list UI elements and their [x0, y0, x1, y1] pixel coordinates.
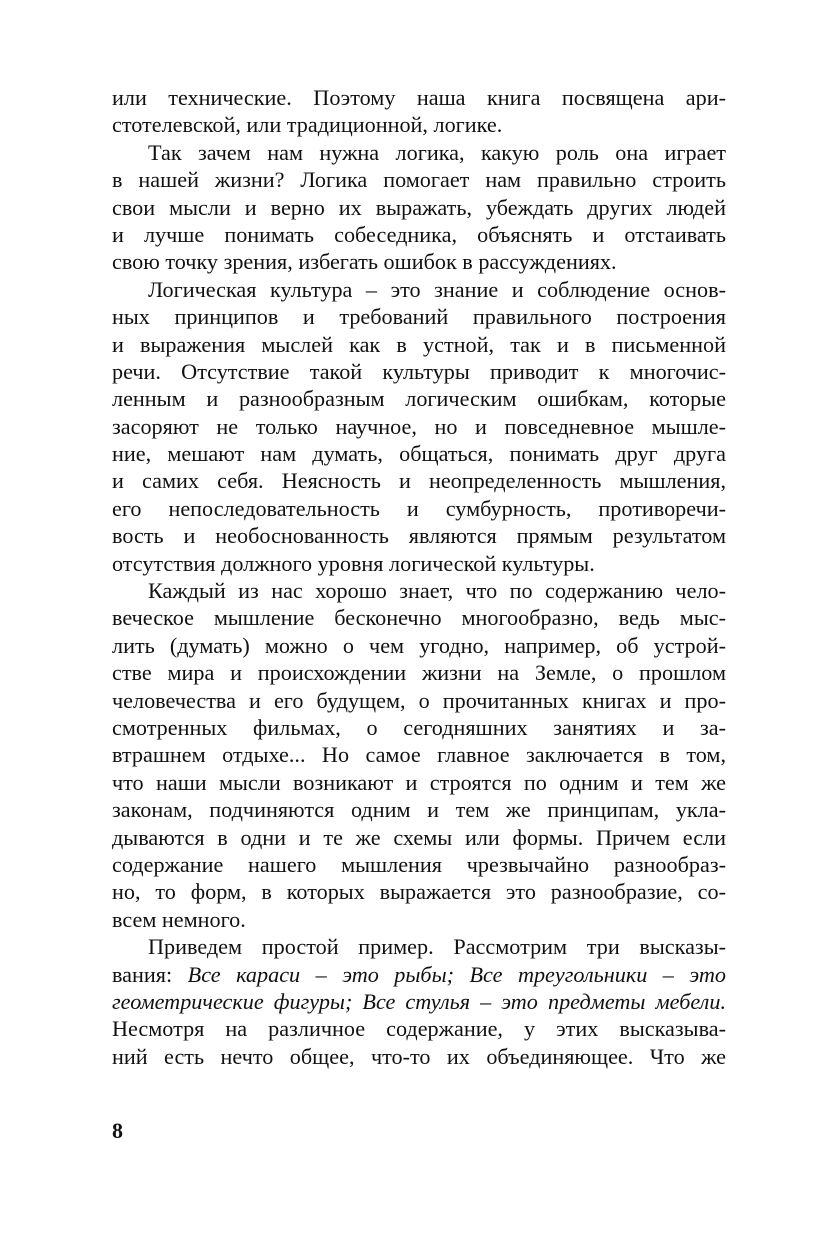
text-line: в нашей жизни? Логика помогает нам правильно строить	[112, 167, 726, 193]
paragraph	[112, 577, 726, 933]
text-line: или технические. Поэтому наша книга посвящена ари-	[112, 85, 726, 110]
text-line	[112, 961, 726, 988]
paragraph	[112, 276, 726, 577]
text-line: содержание нашего мышления чрезвычайно разнообраз-	[112, 851, 726, 877]
text-segment: вания:	[112, 961, 188, 987]
text-line: лить (думать) можно о чем угодно, например, об устрой-	[112, 632, 726, 658]
text-line: речи. Отсутствие такой культуры приводит к многочис-	[112, 358, 726, 384]
italic-example-text: Все караси – это рыбы; Все треугольники – это	[187, 961, 726, 987]
text-line: Несмотря на различное содержание, у этих высказыва-	[112, 1016, 726, 1042]
text-line: законам, подчиняются одним и тем же принципам, укла-	[112, 797, 726, 823]
text-line: веческое мышление бесконечно многообразно, ведь мыс-	[112, 605, 726, 631]
text-line: всем немного.	[112, 906, 246, 932]
text-line: свою точку зрения, избегать ошибок в рассуждениях.	[112, 249, 617, 275]
text-line: дываются в одни и те же схемы или формы. Причем если	[112, 824, 726, 850]
text-line: Логическая культура – это знание и соблюдение основ-	[148, 276, 726, 302]
text-line: стве мира и происхождении жизни на Земле, о прошлом	[112, 660, 726, 686]
text-line: ние, мешают нам думать, общаться, понимать друг друга	[112, 441, 726, 467]
italic-example-text: геометрические фигуры; Все стулья – это предметы мебели.	[112, 988, 726, 1014]
paragraph	[112, 139, 726, 276]
text-line: ных принципов и требований правильного построения	[112, 304, 726, 330]
text-line: и лучше понимать собеседника, объяснять и отстаивать	[112, 221, 726, 247]
text-line: и выражения мыслей как в устной, так и в письменной	[112, 331, 726, 357]
text-line: отсутствия должного уровня логической культуры.	[112, 550, 595, 576]
text-line: свои мысли и верно их выражать, убеждать других людей	[112, 194, 726, 220]
text-line: засоряют не только научное, но и повседневное мышле-	[112, 413, 726, 439]
text-line: его непоследовательность и сумбурность, противоречи-	[112, 495, 726, 521]
text-line	[112, 988, 726, 1015]
paragraph	[112, 84, 726, 139]
paragraph	[112, 933, 726, 1070]
text-line: человечества и его будущем, о прочитанных книгах и про-	[112, 687, 726, 713]
text-line: стотелевской, или традиционной, логике.	[112, 112, 503, 138]
text-line: смотренных фильмах, о сегодняшних занятиях и за-	[112, 714, 726, 740]
book-page-text	[112, 84, 726, 1070]
text-line: Так зачем нам нужна логика, какую роль она играет	[148, 139, 726, 165]
text-line: ленным и разнообразным логическим ошибкам, которые	[112, 386, 726, 412]
text-line: Каждый из нас хорошо знает, что по содержанию чело-	[148, 578, 726, 604]
text-line: но, то форм, в которых выражается это разнообразие, со-	[112, 879, 726, 905]
text-line: и самих себя. Неясность и неопределенность мышления,	[112, 468, 726, 494]
text-line: что наши мысли возникают и строятся по одним и тем же	[112, 769, 726, 795]
text-line: втрашнем отдыхе... Но самое главное заключается в том,	[112, 742, 726, 768]
text-line: Приведем простой пример. Рассмотрим три высказы-	[148, 934, 726, 960]
text-line: вость и необоснованность являются прямым результатом	[112, 523, 726, 549]
page-number: 8	[112, 1118, 123, 1143]
text-line: ний есть нечто общее, что-то их объединяющее. Что же	[112, 1043, 726, 1069]
